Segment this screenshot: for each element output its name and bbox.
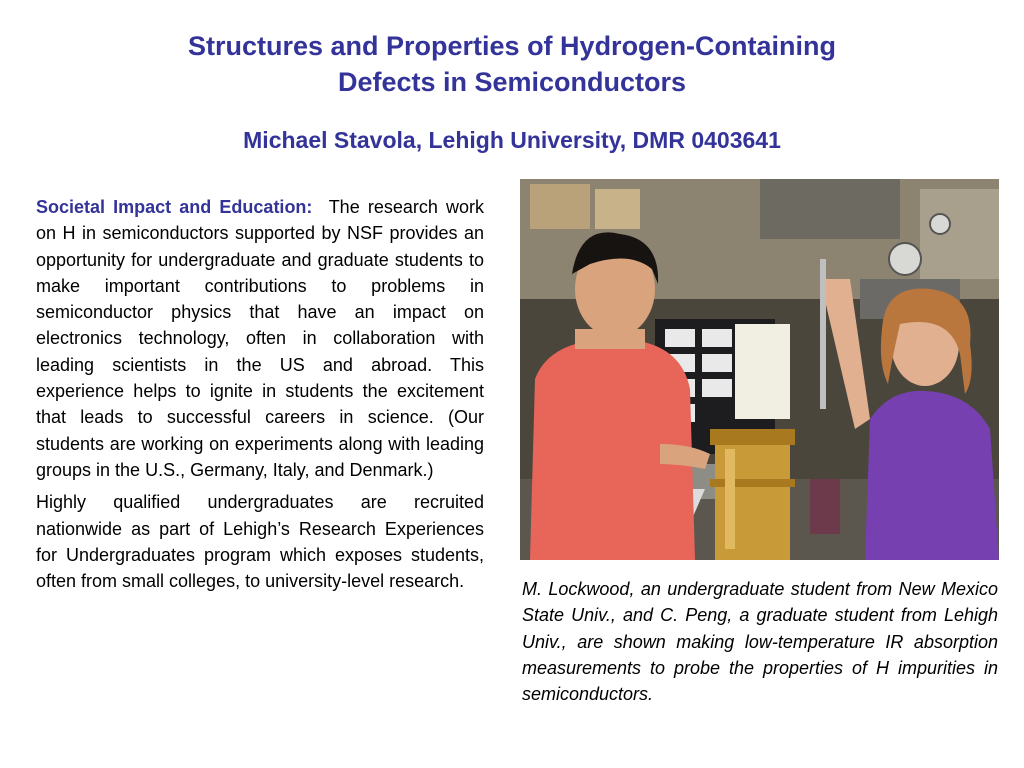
lab-photo (520, 179, 999, 560)
section-lead-in: Societal Impact and Education: (36, 197, 313, 217)
paragraph-1-text: The research work on H in semiconductors supported by NSF provides an opportunity for undergraduate and graduate students to make important contributions to problems in semiconductor physics that have an impact on electronics technology, often in collaboration with leading scientists in the US and abroad. This experience helps to ignite in students the excitement that leads to successful careers in science. (Our students are working on experiments along with leading groups in the U.S., Germany, Italy, and Denmark.) (36, 197, 484, 480)
body-text (36, 194, 484, 594)
slide-title-line-2: Defects in Semiconductors (337, 67, 687, 97)
paragraph-reu: Highly qualified undergraduates are recruited nationwide as part of Lehigh’s Research Experiences for Undergraduates program which exposes students, often from small colleges, to university-level research. (36, 492, 484, 592)
slide-title-line-1: Structures and Properties of Hydrogen-Containing (187, 31, 837, 61)
photo-caption: M. Lockwood, an undergraduate student from New Mexico State Univ., and C. Peng, a graduate student from Lehigh Univ., are shown making low-temperature IR absorption measurements to probe the properties of H impurities in semiconductors. (522, 579, 998, 705)
paragraph-societal-impact (36, 194, 484, 483)
author-affiliation: Michael Stavola, Lehigh University, DMR 0403641 (243, 127, 781, 153)
slide-title (0, 28, 1024, 100)
